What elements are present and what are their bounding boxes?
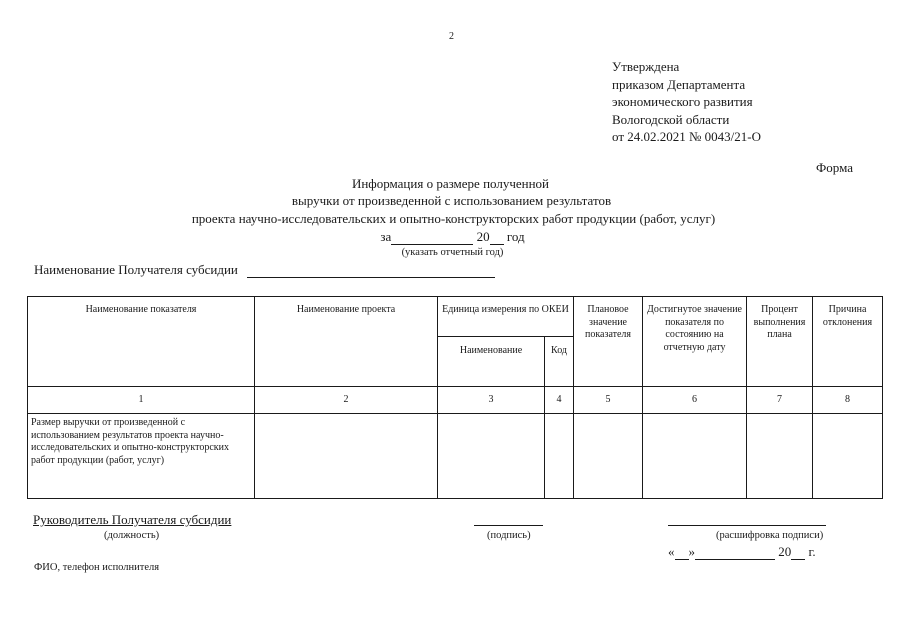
- row-percent-cell[interactable]: [747, 414, 813, 499]
- year-suffix: год: [503, 229, 525, 244]
- date-close-quote: »: [688, 544, 695, 559]
- recipient-label: Наименование Получателя субсидии: [34, 262, 238, 277]
- year-prefix: за: [380, 229, 392, 244]
- column-number: 1: [28, 387, 255, 414]
- decoding-blank[interactable]: [668, 525, 826, 526]
- approval-stamp: [612, 58, 892, 146]
- date-row: [668, 544, 816, 560]
- column-number: 6: [643, 387, 747, 414]
- column-number: 2: [255, 387, 438, 414]
- form-label: Форма: [816, 160, 853, 175]
- approval-line: приказом Департамента: [612, 76, 746, 92]
- approval-line: от 24.02.2021 № 0043/21-О: [612, 129, 761, 144]
- header-reason: Причина отклонения: [813, 297, 883, 387]
- date-year-prefix: 20: [775, 544, 792, 559]
- approval-line: Утверждена: [612, 59, 680, 74]
- header-unit: Единица измерения по ОКЕИ: [438, 297, 574, 337]
- header-row: [28, 297, 883, 337]
- column-number: 4: [545, 387, 574, 414]
- date-open-quote: «: [668, 544, 675, 559]
- revenue-table: [27, 296, 883, 499]
- row-unit-name-cell[interactable]: [438, 414, 545, 499]
- date-suffix: г.: [805, 544, 816, 559]
- title-line-1: Информация о размере полученной: [351, 176, 550, 191]
- column-number: 5: [574, 387, 643, 414]
- date-year-blank[interactable]: [791, 547, 805, 560]
- decoding-label: (расшифровка подписи): [716, 530, 824, 541]
- column-number: 7: [747, 387, 813, 414]
- row-planned-cell[interactable]: [574, 414, 643, 499]
- header-indicator: Наименование показателя: [28, 297, 255, 387]
- year-20: 20: [473, 229, 490, 244]
- row-achieved-cell[interactable]: [643, 414, 747, 499]
- head-title: Руководитель Получателя субсидии: [33, 512, 232, 527]
- recipient-row: [34, 262, 495, 278]
- header-project: Наименование проекта: [255, 297, 438, 387]
- signature-blank[interactable]: [474, 525, 543, 526]
- header-achieved: Достигнутое значение показателя по состоянию на отчетную дату: [643, 297, 747, 387]
- header-unit-name: Наименование: [438, 337, 545, 387]
- header-percent: Процент выполнения плана: [747, 297, 813, 387]
- approval-line: Вологодской области: [612, 111, 730, 127]
- approval-line: экономического развития: [612, 94, 753, 109]
- column-number-row: [28, 387, 883, 414]
- year-period-blank[interactable]: [391, 232, 473, 245]
- title-year-line: [0, 229, 905, 245]
- row-reason-cell[interactable]: [813, 414, 883, 499]
- title-line-2: выручки от произведенной с использованием результатов: [291, 193, 612, 208]
- executor-label: ФИО, телефон исполнителя: [34, 562, 160, 573]
- date-month-blank[interactable]: [695, 547, 775, 560]
- column-number: 3: [438, 387, 545, 414]
- title-line-3: проекта научно-исследовательских и опытно-конструкторских работ продукции (работ, услуг): [191, 211, 716, 226]
- table-row: [28, 414, 883, 499]
- row-unit-code-cell[interactable]: [545, 414, 574, 499]
- column-number: 8: [813, 387, 883, 414]
- header-unit-code: Код: [545, 337, 574, 387]
- signature-label: (подпись): [487, 530, 531, 541]
- header-planned: Плановое значение показателя: [574, 297, 643, 387]
- row-indicator: Размер выручки от произведенной с использованием результатов проекта научно-исследовательских и опытно-конструкторских работ продукции (работ, услуг): [28, 414, 255, 499]
- year-digits-blank[interactable]: [490, 232, 504, 245]
- year-hint: (указать отчетный год): [401, 247, 504, 258]
- row-project-cell[interactable]: [255, 414, 438, 499]
- date-day-blank[interactable]: [675, 547, 689, 560]
- page-number: 2: [449, 31, 454, 42]
- position-label: (должность): [104, 530, 160, 541]
- recipient-blank[interactable]: [247, 265, 495, 278]
